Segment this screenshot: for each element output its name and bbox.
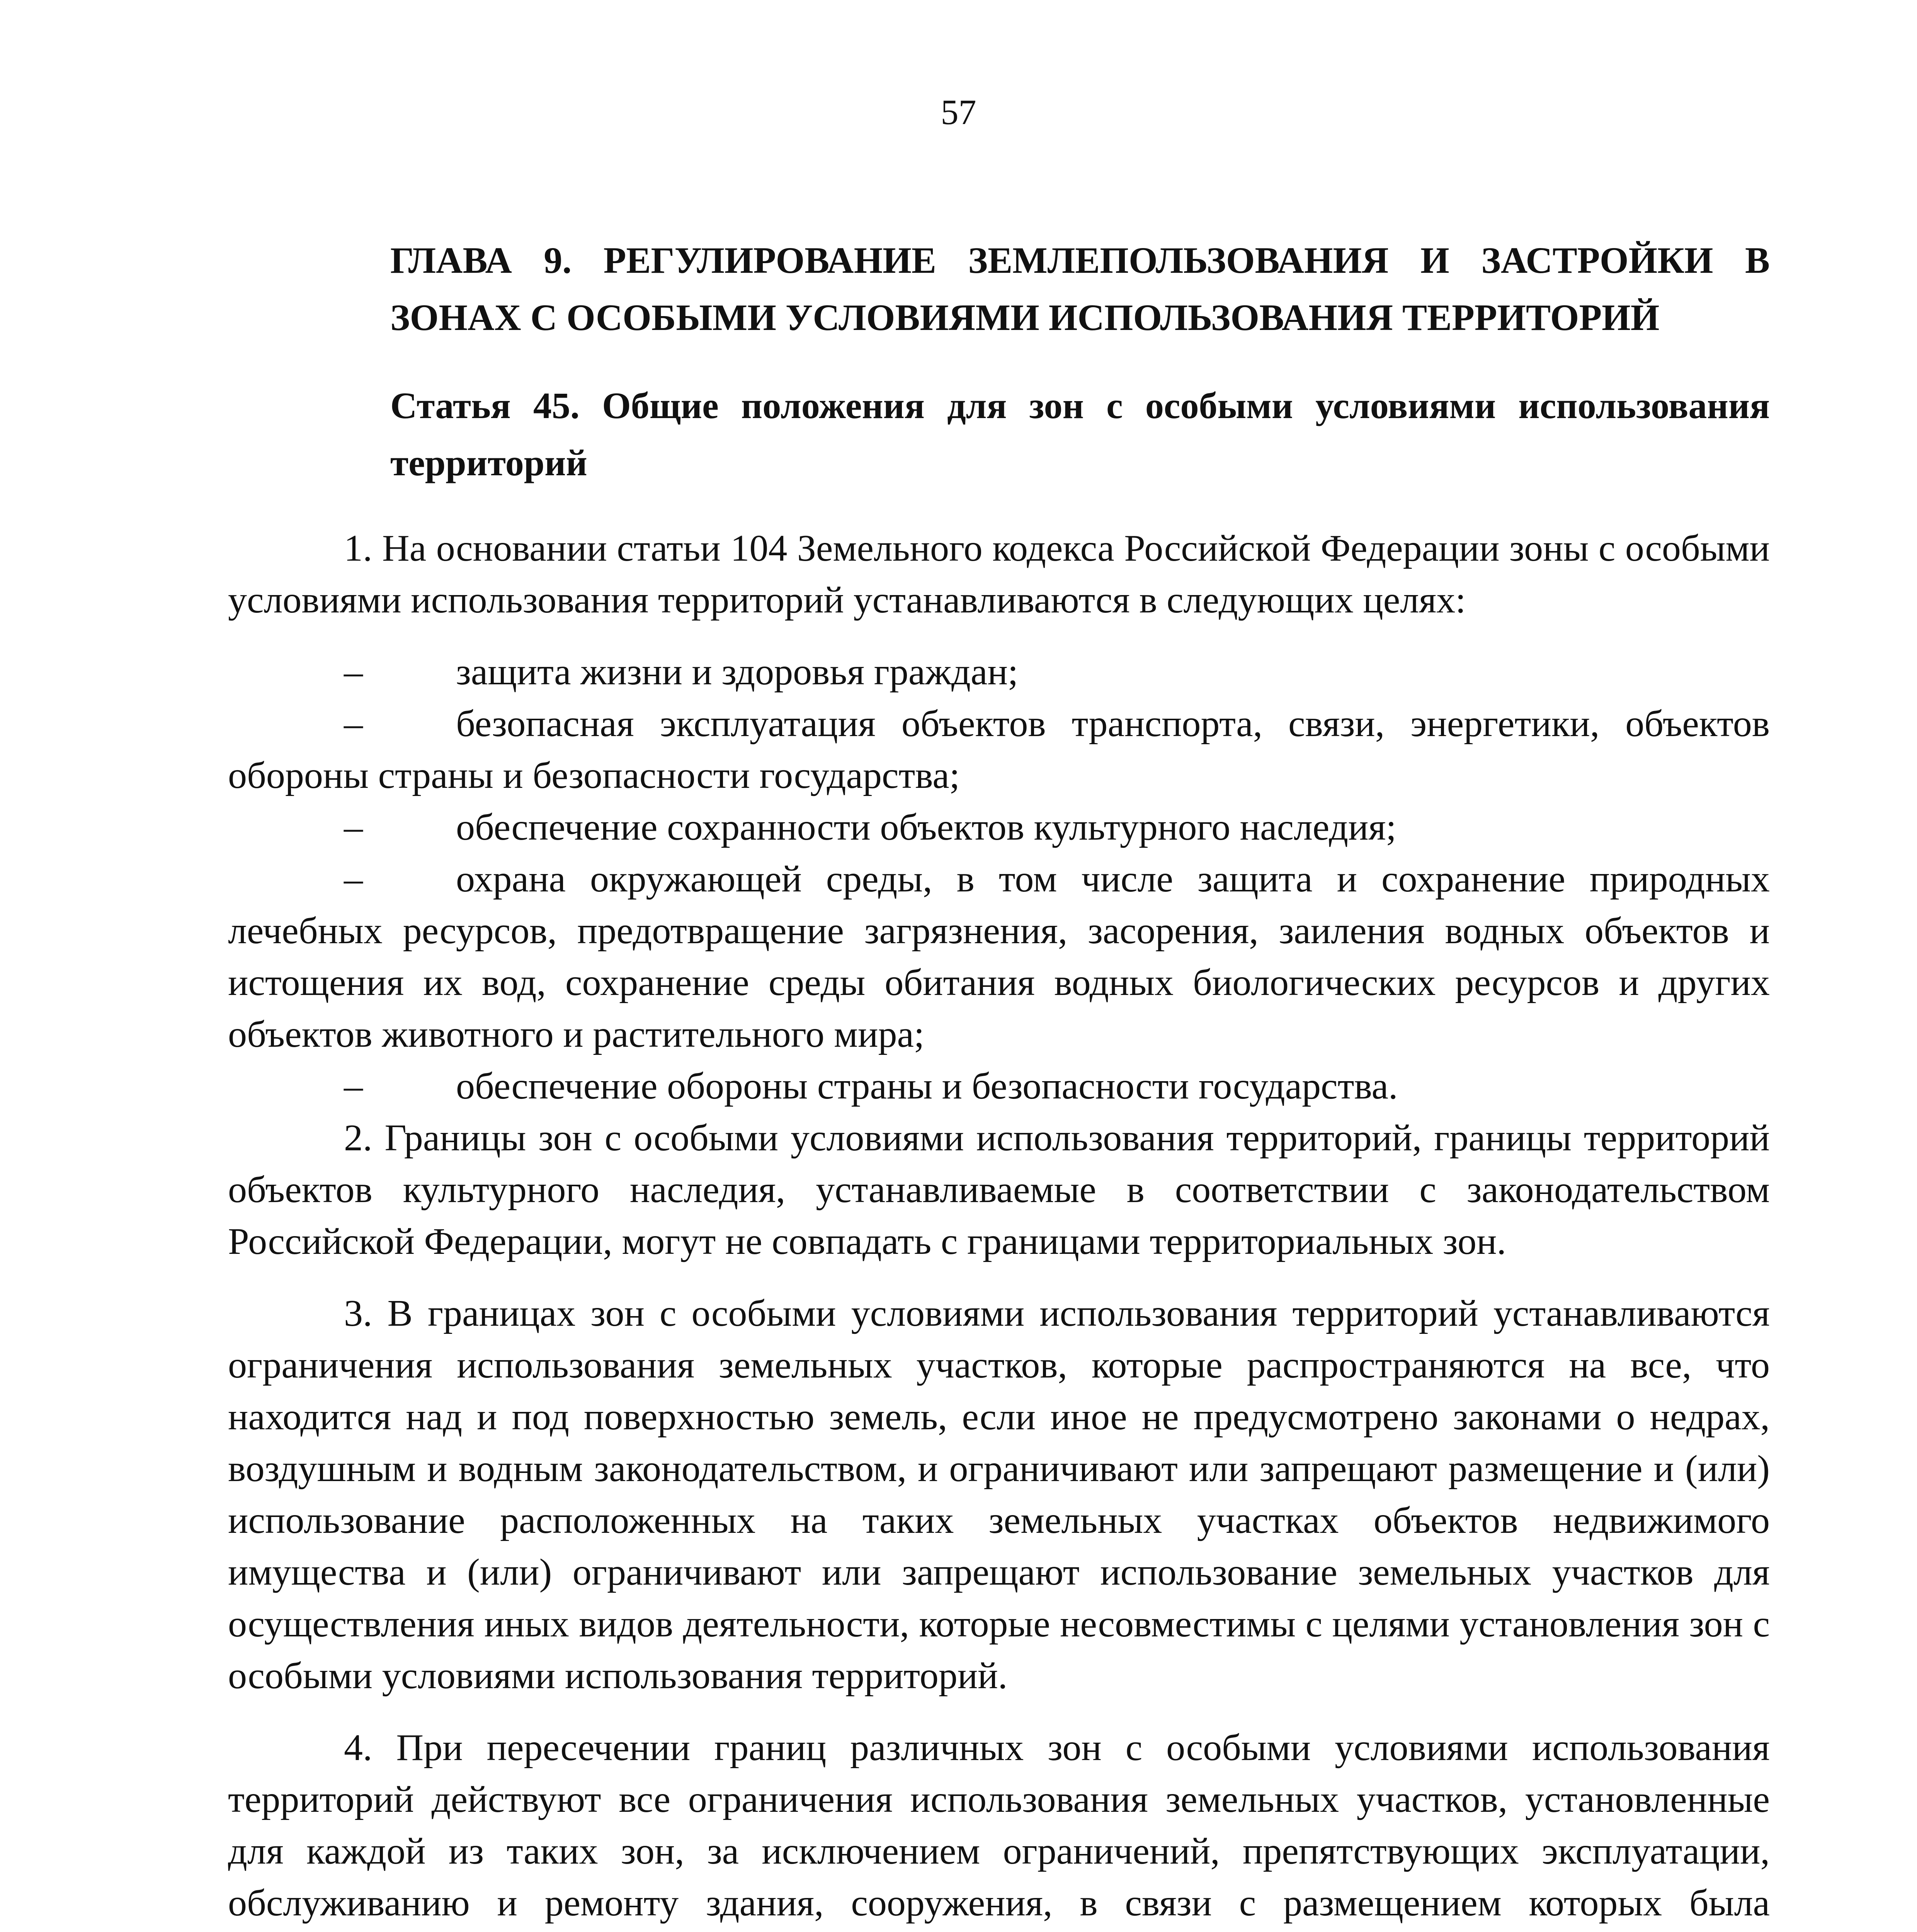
- page-number: 57: [941, 92, 976, 132]
- list-item: [228, 801, 1770, 853]
- list-item: [228, 853, 1770, 1060]
- paragraph-1: 1. На основании статьи 104 Земельного кодекса Российской Федерации зоны с особыми условиями использования территорий устанавливаются в следующих целях:: [228, 527, 1770, 621]
- list-item: [228, 646, 1770, 698]
- list-item-text: защита жизни и здоровья граждан;: [456, 651, 1019, 693]
- dash-marker: –: [344, 1065, 363, 1107]
- paragraph-2: 2. Границы зон с особыми условиями использования территорий, границы территорий объектов культурного наследия, устанавливаемые в соответствии с законодательством Российской Федерации, могут не совпадать с границами территориальных зон.: [228, 1117, 1770, 1262]
- list-item-text: обеспечение сохранности объектов культурного наследия;: [456, 806, 1397, 848]
- list-item: [228, 1060, 1770, 1112]
- purpose-list: [228, 646, 1770, 1112]
- list-item-text: охрана окружающей среды, в том числе защита и сохранение природных лечебных ресурсов, предотвращение загрязнения, засорения, заиления водных объектов и истощения их вод, сохранение среды обитания водных биологических ресурсов и других объектов животного и растительного мира;: [228, 858, 1770, 1055]
- paragraph-4: 4. При пересечении границ различных зон с особыми условиями использования территорий действуют все ограничения использования земельных участков, установленные для каждой из таких зон, за исключением ограничений, препятствующих эксплуатации, обслуживанию и ремонту здания, сооружения, в связи с размещением которых была: [228, 1727, 1770, 1924]
- list-item-text: безопасная эксплуатация объектов транспорта, связи, энергетики, объектов обороны страны и безопасности государства;: [228, 703, 1770, 796]
- list-item: [228, 698, 1770, 801]
- chapter-title: ГЛАВА 9. РЕГУЛИРОВАНИЕ ЗЕМЛЕПОЛЬЗОВАНИЯ И ЗАСТРОЙКИ В ЗОНАХ С ОСОБЫМИ УСЛОВИЯМИ ИСПОЛЬЗОВАНИЯ ТЕРРИТОРИЙ: [390, 240, 1770, 338]
- dash-marker: –: [344, 806, 363, 848]
- list-item-text: обеспечение обороны страны и безопасности государства.: [456, 1065, 1398, 1107]
- document-body: [228, 232, 1770, 1932]
- dash-marker: –: [344, 703, 363, 745]
- article-title: Статья 45. Общие положения для зон с особыми условиями использования территорий: [390, 385, 1770, 483]
- paragraph-3: 3. В границах зон с особыми условиями использования территорий устанавливаются ограничения использования земельных участков, которые распространяются на все, что находится над и под поверхностью земель, если иное не предусмотрено законами о недрах, воздушным и водным законодательством, и ограничивают или запрещают размещение и (или) использование расположенных на таких земельных участках объектов недвижимого имущества и (или) ограничивают или запрещают использование земельных участков для осуществления иных видов деятельности, которые несовместимы с целями установления зон с особыми условиями использования территорий.: [228, 1293, 1770, 1697]
- dash-marker: –: [344, 858, 363, 900]
- dash-marker: –: [344, 651, 363, 693]
